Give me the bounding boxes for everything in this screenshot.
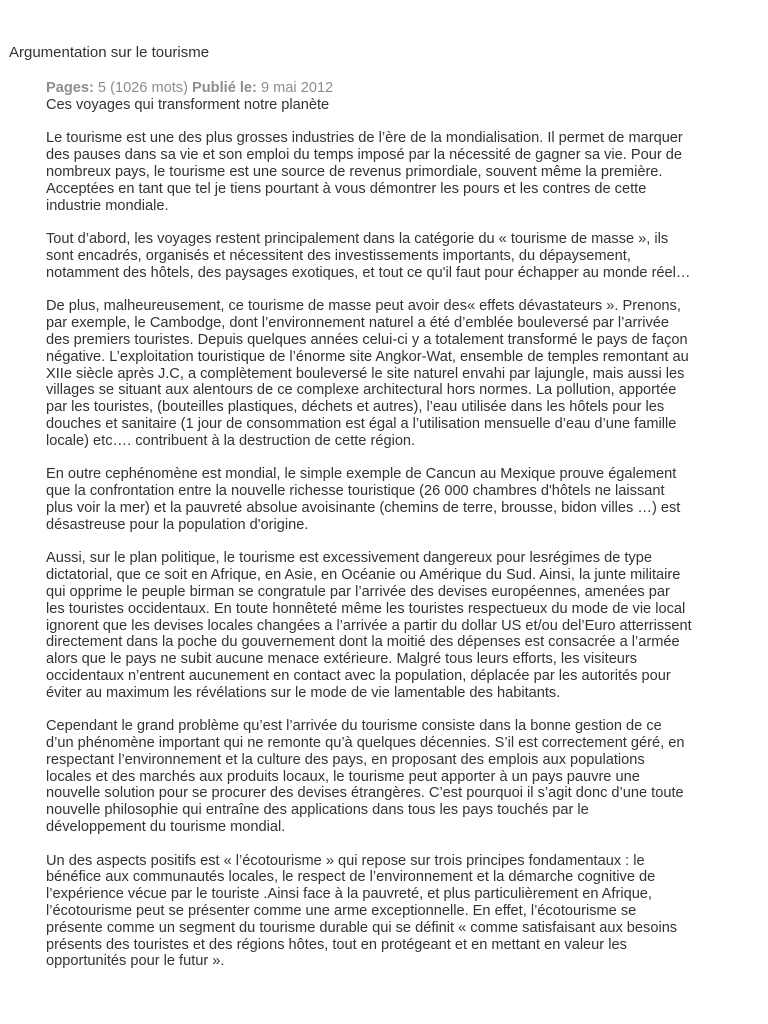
paragraph-line: des pauses dans sa vie et son emploi du temps imposé par la nécessité de gagner sa vie. Pour de xyxy=(46,147,683,164)
paragraph-line: négative. L’exploitation touristique de l’énorme site Angkor-Wat, ensemble de temples remontant au xyxy=(46,348,689,365)
paragraph-line: présents des touristes et des régions hôtes, tout en protégeant et en mettant en valeur les xyxy=(46,936,627,953)
document-meta xyxy=(46,80,746,97)
paragraph-line: locales et des marchés aux produits locaux, le tourisme peut apporter à un pays pauvre une xyxy=(46,768,640,785)
paragraph-line: nouvelle philosophie qui entraîne des applications dans tous les pays touchés par le xyxy=(46,802,589,819)
paragraph-line: des premiers touristes. Depuis quelques années celui-ci y a totalement transformé le pays de façon xyxy=(46,331,688,348)
paragraph-line: l’écotourisme peut se présenter comme une arme exceptionnelle. En effet, l’écotourisme se xyxy=(46,903,637,920)
paragraph-line: dictatorial, que ce soit en Afrique, en Asie, en Océanie ou Amérique du Sud. Ainsi, la junte militaire xyxy=(46,567,681,584)
published-label: Publié le: xyxy=(192,80,257,96)
paragraph-line: En outre cephénomène est mondial, le simple exemple de Cancun au Mexique prouve également xyxy=(46,466,677,483)
paragraph-line: éviter au maximum les révélations sur le mode de vie lamentable des habitants. xyxy=(46,684,561,701)
pages-value: 5 (1026 mots) xyxy=(97,80,188,96)
document-subtitle: Ces voyages qui transforment notre planète xyxy=(46,96,330,113)
paragraph-line: alors que le pays ne subit aucune menace extérieure. Malgré tous leurs efforts, les visiteurs xyxy=(46,651,638,668)
paragraph-line: sont encadrés, organisés et nécessitent des investissements importants, du dépaysement, xyxy=(46,247,631,264)
paragraph xyxy=(46,466,746,533)
paragraph-line: par exemple, le Cambodge, dont l’environnement naturel a été d’emblée bouleversé par l’arrivée xyxy=(46,315,670,332)
paragraph-line: occidentaux n’entrent aucunement en contact avec la population, déplacée par les autorités pour xyxy=(46,667,671,684)
paragraph-line: De plus, malheureusement, ce tourisme de masse peut avoir des« effets dévastateurs ». Prenons, xyxy=(46,298,681,315)
paragraph-line: par les touristes, (bouteilles plastiques, déchets et autres), l’eau utilisée dans les hôtels pour les xyxy=(46,399,665,416)
paragraph-line: respectant l’environnement et la culture des pays, en proposant des emplois aux populations xyxy=(46,751,645,768)
paragraph-line: villages se situant aux alentours de ce complexe architectural hors normes. La pollution, apportée xyxy=(46,382,677,399)
paragraph-line: que la confrontation entre la nouvelle richesse touristique (26 000 chambres d'hôtels ne laissant xyxy=(46,483,665,500)
paragraph-line: XIIe siècle après J.C, a complètement bouleversé le site naturel envahi par lajungle, mais aussi les xyxy=(46,365,685,382)
paragraph-line: Aussi, sur le plan politique, le tourisme est excessivement dangereux pour lesrégimes de type xyxy=(46,550,652,567)
paragraph-line: directement dans la poche du gouvernement dont la moitié des dépenses est consacrée a l’armée xyxy=(46,634,680,651)
paragraph-line: Acceptées en tant que tel je tiens pourtant à vous démontrer les pours et les contres de cette xyxy=(46,180,647,197)
paragraph-line: Un des aspects positifs est « l’écotourisme » qui repose sur trois principes fondamentaux : le xyxy=(46,852,645,869)
paragraph-line: nouvelle solution pour se procurer des devises étrangères. C’est pourquoi il s’agit donc d’une toute xyxy=(46,785,684,802)
paragraph-line: bénéfice aux communautés locales, le respect de l’environnement et la démarche cognitive de xyxy=(46,869,656,886)
document-body xyxy=(46,80,746,987)
paragraph-line: douches et sanitaire (1 jour de consommation est égal a l’utilisation mensuelle d’eau d’une famille xyxy=(46,415,677,432)
paragraph-line: Cependant le grand problème qu’est l’arrivée du tourisme consiste dans la bonne gestion de ce xyxy=(46,718,662,735)
paragraph-line: ignorent que les devises locales changées a l’arrivée a partir du dollar US et/ou del’Euro atterrissent xyxy=(46,617,692,634)
paragraph-line: développement du tourisme mondial. xyxy=(46,819,286,836)
paragraph-line: nombreux pays, le tourisme est une source de revenus primordiale, souvent même la première. xyxy=(46,163,663,180)
paragraph-line: plus voir la mer) et la pauvreté absolue avoisinante (chemins de terre, brousse, bidon villes …) est xyxy=(46,499,681,516)
pages-label: Pages: xyxy=(46,80,94,96)
paragraph-list xyxy=(46,130,746,970)
paragraph xyxy=(46,550,746,701)
paragraph-line: d’un phénomène important qui ne remonte qu’à quelques décennies. S’il est correctement géré, en xyxy=(46,735,685,752)
paragraph xyxy=(46,231,746,281)
paragraph xyxy=(46,853,746,971)
paragraph xyxy=(46,718,746,836)
paragraph xyxy=(46,130,746,214)
paragraph-line: l’expérience vécue par le touriste .Ainsi face à la pauvreté, et plus particulièrement en Afrique, xyxy=(46,886,652,903)
paragraph-line: Tout d’abord, les voyages restent principalement dans la catégorie du « tourisme de masse », ils xyxy=(46,231,669,248)
paragraph-line: industrie mondiale. xyxy=(46,197,169,214)
paragraph-line: notamment des hôtels, des paysages exotiques, et tout ce qu'il faut pour échapper au monde réel… xyxy=(46,264,691,281)
paragraph-line: qui opprime le peuple birman se congratule par l’arrivée des devises européennes, amenées par xyxy=(46,583,670,600)
paragraph-line: les touristes occidentaux. En toute honnêteté même les touristes respectueux du mode de vie local xyxy=(46,600,686,617)
paragraph-line: désastreuse pour la population d'origine. xyxy=(46,516,309,533)
document-title: Argumentation sur le tourisme xyxy=(9,44,210,61)
paragraph-line: opportunités pour le futur ». xyxy=(46,953,225,970)
paragraph xyxy=(46,298,746,449)
paragraph-line: présente comme un segment du tourisme durable qui se définit « comme satisfaisant aux besoins xyxy=(46,919,678,936)
published-value: 9 mai 2012 xyxy=(260,80,334,96)
paragraph-line: locale) etc…. contribuent à la destruction de cette région. xyxy=(46,432,416,449)
paragraph-line: Le tourisme est une des plus grosses industries de l’ère de la mondialisation. Il permet de marquer xyxy=(46,130,683,147)
